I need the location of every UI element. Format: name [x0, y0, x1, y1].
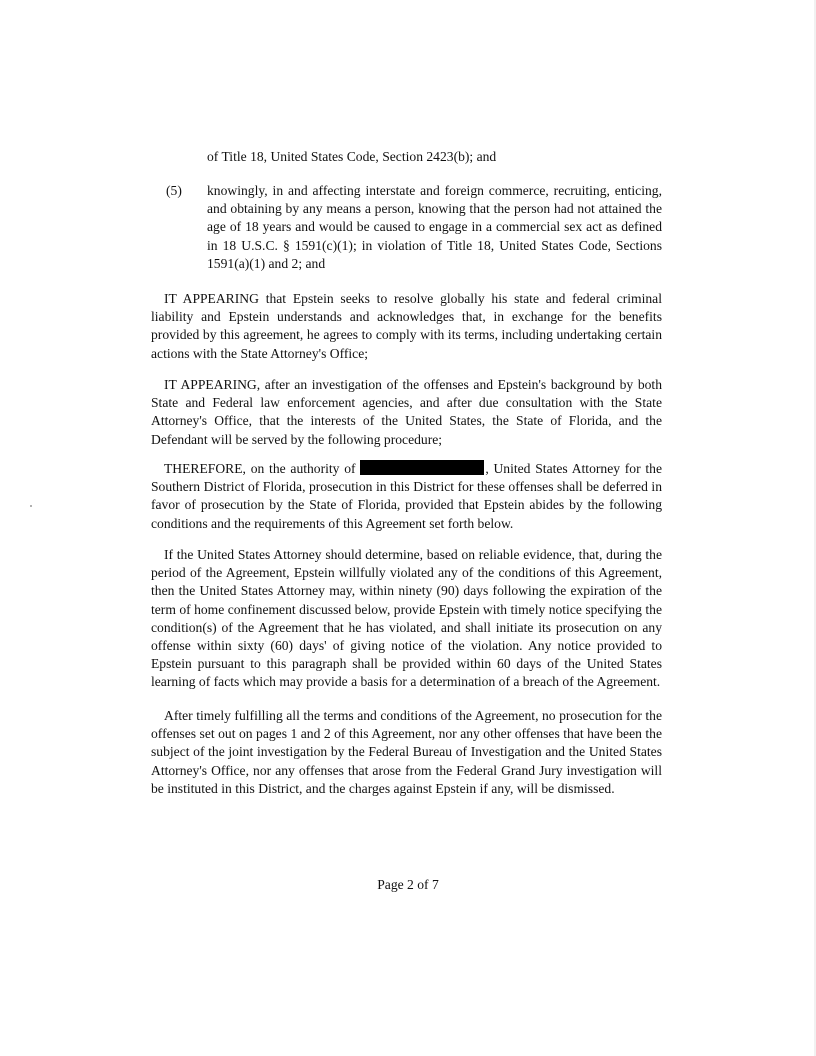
- item-text: knowingly, in and affecting interstate and foreign commerce, recruiting, enticing, and obtaining by any means a person, knowing that the person had not attained the age of 18 years and would be caused to engage in a commercial sex act as defined in 18 U.S.C. § 1591(c)(1); in violation of Title 18, United States Code, Sections 1591(a)(1) and 2; and: [207, 183, 662, 271]
- page-number: Page 2 of 7: [377, 877, 439, 892]
- therefore-text-start: THEREFORE, on the authority of: [164, 461, 361, 476]
- item-number: (5): [166, 183, 182, 198]
- paragraph-global-resolution: IT APPEARING that Epstein seeks to resolve globally his state and federal criminal liability and Epstein understands and acknowledges that, in exchange for the benefits provided by this agreement, he agrees to comply with its terms, including undertaking certain actions with the State Attorney's Office;: [151, 291, 662, 361]
- paragraph-therefore: [151, 460, 662, 533]
- paragraph-violation: If the United States Attorney should determine, based on reliable evidence, that, during the period of the Agreement, Epstein willfully violated any of the conditions of this Agreement, then the United States Attorney may, within ninety (90) days following the expiration of the term of home confinement discussed below, provide Epstein with timely notice specifying the condition(s) of the Agreement that he has violated, and shall initiate its prosecution on any offense within sixty (60) days' of giving notice of the violation. Any notice provided to Epstein pursuant to this paragraph shall be provided within 60 days of the United States learning of facts which may provide a basis for a determination of a breach of the Agreement.: [151, 547, 662, 690]
- redaction-box: [360, 460, 484, 475]
- scan-speck: [30, 505, 32, 507]
- continuation-line: of Title 18, United States Code, Section 2423(b); and: [207, 149, 497, 164]
- paragraph-non-prosecution: After timely fulfilling all the terms and conditions of the Agreement, no prosecution for the offenses set out on pages 1 and 2 of this Agreement, nor any other offenses that have been the subject of the joint investigation by the Federal Bureau of Investigation and the United States Attorney's Office, nor any offenses that arose from the Federal Grand Jury investigation will be instituted in this District, and the charges against Epstein if any, will be dismissed.: [151, 708, 662, 796]
- therefore-text-end: , United States Attorney for the Southern District of Florida, prosecution in this District for these offenses shall be deferred in favor of prosecution by the State of Florida, provided that Epstein abides by the following conditions and the requirements of this Agreement set forth below.: [151, 461, 662, 531]
- paragraph-investigation: IT APPEARING, after an investigation of the offenses and Epstein's background by both State and Federal law enforcement agencies, and after due consultation with the State Attorney's Office, that the interests of the United States, the State of Florida, and the Defendant will be served by the following procedure;: [151, 377, 662, 447]
